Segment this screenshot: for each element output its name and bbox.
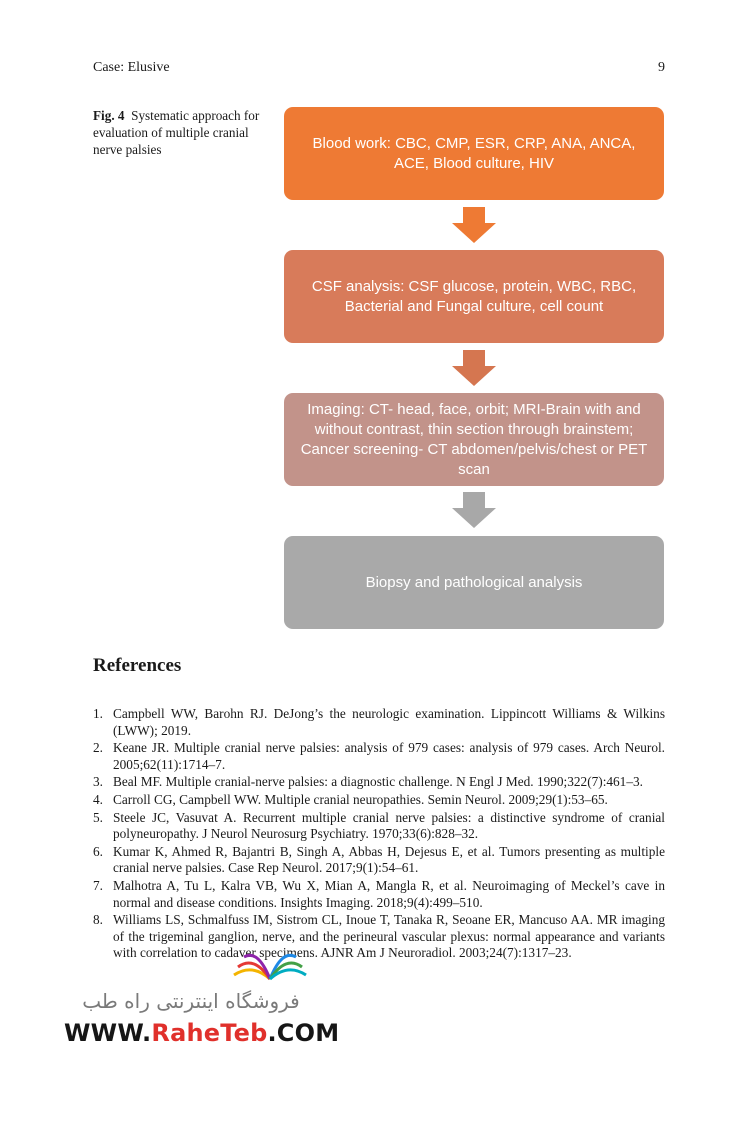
reference-item — [93, 740, 665, 773]
reference-number: 4. — [93, 791, 103, 807]
reference-item — [93, 792, 665, 809]
watermark-farsi-text: فروشگاه اینترنتی راه طب — [82, 989, 300, 1013]
flow-step-imaging: Imaging: CT- head, face, orbit; MRI-Brain with and without contrast, thin section through brainstem; Cancer screening- CT abdomen/pelvis/chest or PET scan — [284, 393, 664, 486]
reference-item — [93, 706, 665, 739]
reference-text: Kumar K, Ahmed R, Bajantri B, Singh A, Abbas H, Dejesus E, et al. Tumors presenting as multiple cranial nerve palsies. Case Rep Neurol. 2017;9(1):54–61. — [113, 843, 665, 876]
reference-text: Williams LS, Schmalfuss IM, Sistrom CL, Inoue T, Tanaka R, Seoane ER, Mancuso AA. MR imaging of the trigeminal ganglion, nerve, and the perineural vascular plexus: normal appearance and variants with correlation to cadaver specimens. AJNR Am J Neuroradiol. 2003;24(7):1317–23. — [113, 912, 665, 961]
page-number: 9 — [658, 60, 665, 75]
down-arrow-icon — [452, 350, 496, 386]
flow-step-biopsy: Biopsy and pathological analysis — [284, 536, 664, 629]
reference-number: 6. — [93, 843, 103, 859]
figure-label: Fig. 4 — [93, 108, 125, 123]
down-arrow-icon — [452, 492, 496, 528]
reference-item — [93, 844, 665, 877]
reference-number: 8. — [93, 912, 103, 928]
references-heading: References — [93, 655, 182, 676]
watermark — [62, 945, 340, 1055]
reference-number: 7. — [93, 877, 103, 893]
running-head — [93, 60, 665, 76]
reference-item — [93, 878, 665, 911]
open-book-logo-icon — [230, 945, 310, 985]
references-list — [93, 706, 665, 963]
reference-number: 5. — [93, 809, 103, 825]
running-head-title: Case: Elusive — [93, 60, 170, 75]
reference-number: 2. — [93, 740, 103, 756]
reference-text: Beal MF. Multiple cranial-nerve palsies: a diagnostic challenge. N Engl J Med. 1990;322(7):461–3. — [113, 774, 643, 790]
reference-text: Carroll CG, Campbell WW. Multiple cranial neuropathies. Semin Neurol. 2009;29(1):53–65. — [113, 791, 608, 807]
reference-text: Malhotra A, Tu L, Kalra VB, Wu X, Mian A, Mangla R, et al. Neuroimaging of Meckel’s cave in normal and disease conditions. Insights Imaging. 2018;9(4):499–510. — [113, 877, 665, 910]
watermark-url[interactable] — [64, 1019, 339, 1047]
reference-text: Keane JR. Multiple cranial nerve palsies: analysis of 979 cases: analysis of 979 cases. Arch Neurol. 2005;62(11):1714–7. — [113, 740, 665, 772]
watermark-url-suffix: .COM — [267, 1019, 340, 1047]
reference-item — [93, 774, 665, 791]
reference-item — [93, 810, 665, 843]
figure-caption — [93, 107, 268, 158]
reference-number: 1. — [93, 706, 103, 721]
watermark-url-brand: RaheTeb — [151, 1019, 268, 1047]
down-arrow-icon — [452, 207, 496, 243]
watermark-url-prefix: WWW. — [64, 1019, 152, 1047]
flow-step-csf-analysis: CSF analysis: CSF glucose, protein, WBC, RBC, Bacterial and Fungal culture, cell count — [284, 250, 664, 343]
figure-caption-text: Systematic approach for evaluation of multiple cranial nerve palsies — [93, 108, 260, 157]
reference-number: 3. — [93, 774, 103, 790]
flow-step-blood-work: Blood work: CBC, CMP, ESR, CRP, ANA, ANCA, ACE, Blood culture, HIV — [284, 107, 664, 200]
reference-text: Campbell WW, Barohn RJ. DeJong’s the neurologic examination. Lippincott Williams & Wilkins (LWW); 2019. — [113, 706, 665, 738]
reference-text: Steele JC, Vasuvat A. Recurrent multiple cranial nerve palsies: a distinctive syndrome of cranial polyneuropathy. J Neurol Neurosurg Psychiatry. 1970;33(6):828–32. — [113, 809, 665, 842]
